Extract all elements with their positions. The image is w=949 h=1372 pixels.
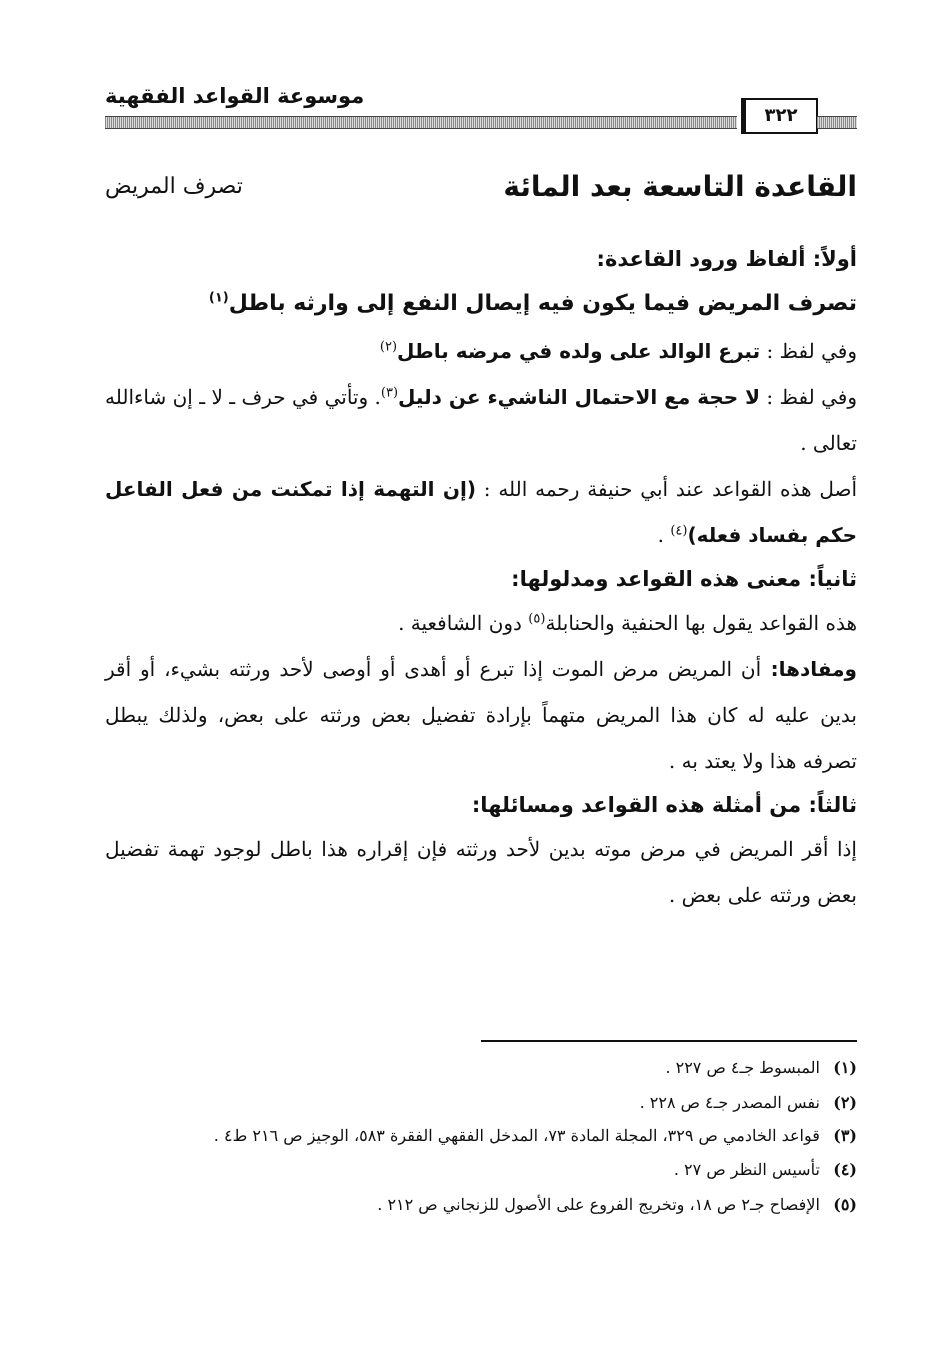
variant-lead: وفي لفظ : <box>760 339 857 363</box>
footnote-number: (٢) <box>833 1093 857 1112</box>
variant-text-2: تبرع الوالد على ولده في مرضه باطل <box>397 339 761 363</box>
footnote-ref-1[interactable]: (١) <box>208 290 229 306</box>
meaning-text: أن المريض مرض الموت إذا تبرع أو أهدى أو أوصى لأحد ورثته بشيء، أو أقر بدين عليه له كان هذا المريض متهماً بإرادة تفضيل بعض ورثته على بعض، ولذلك يبطل تصرفه هذا ولا يعتد به . <box>105 657 857 773</box>
meaning-paragraph-2 <box>105 646 857 784</box>
header-decorative-bar-end <box>817 116 857 129</box>
variant-lead: وفي لفظ : <box>760 385 857 409</box>
footnote-item <box>105 1050 857 1085</box>
origin-quote: (إن التهمة إذا تمكنت من فعل الفاعل حكم بفساد فعله) <box>105 477 857 547</box>
footnote-ref-5[interactable]: (٥) <box>528 611 546 627</box>
footnote-separator <box>481 1040 857 1042</box>
book-title <box>105 84 705 108</box>
footnote-item <box>105 1085 857 1120</box>
footnote-ref-3[interactable]: (٣) <box>380 385 399 401</box>
footnote-text: المبسوط جـ٤ ص ٢٢٧ . <box>665 1058 820 1077</box>
footnote-number: (٥) <box>833 1195 857 1214</box>
footnote-text: تأسيس النظر ص ٢٧ . <box>673 1160 820 1179</box>
footnote-ref-4[interactable]: (٤) <box>670 523 688 539</box>
origin-lead: أصل هذه القواعد عند أبي حنيفة رحمه الله : <box>476 477 858 501</box>
book-title-text: موسوعة القواعد الفقهية <box>105 84 365 108</box>
example-paragraph: إذا أقر المريض في مرض موته بدين لأحد ورثته فإن إقراره هذا باطل لوجود تهمة تفضيل بعض ورثته على بعض . <box>105 837 857 907</box>
footnote-text: الإفصاح جـ٢ ص ١٨، وتخريج الفروع على الأصول للزنجاني ص ٢١٢ . <box>377 1195 820 1214</box>
meaning-text-b: دون الشافعية . <box>398 611 529 635</box>
meaning-text-a: هذه القواعد يقول بها الحنفية والحنابلة <box>545 611 857 635</box>
footnote-text: قواعد الخادمي ص ٣٢٩، المجلة المادة ٧٣، المدخل الفقهي الفقرة ٥٨٣، الوجيز ص ٢١٦ ط٤ . <box>213 1126 820 1145</box>
section-heading-2: ثانياً: معنى هذه القواعد ومدلولها: <box>511 567 857 591</box>
meaning-paragraph-1 <box>105 600 857 646</box>
section-heading-1: أولاً: ألفاظ ورود القاعدة: <box>596 247 857 271</box>
page-header <box>105 84 857 134</box>
footnote-number: (٤) <box>833 1160 857 1179</box>
rule-topic: تصرف المريض <box>105 174 243 199</box>
variant-tail-3: . وتأتي في حرف ـ لا ـ إن شاءالله تعالى . <box>105 385 857 455</box>
meaning-lead: ومفادها: <box>761 657 857 681</box>
rule-variant-3 <box>105 374 857 466</box>
rule-title-row <box>105 170 857 214</box>
footnote-text: نفس المصدر جـ٤ ص ٢٢٨ . <box>639 1093 820 1112</box>
footnote-ref-2[interactable]: (٢) <box>379 339 398 355</box>
variant-text-3: لا حجة مع الاحتمال الناشيء عن دليل <box>398 385 761 409</box>
page-number: ٣٢٢ <box>741 98 818 134</box>
main-content <box>105 238 857 918</box>
header-decorative-bar <box>105 116 737 129</box>
rule-title: القاعدة التاسعة بعد المائة <box>503 170 857 203</box>
footnote-item <box>105 1187 857 1222</box>
footnote-item <box>105 1120 857 1152</box>
rule-variant-2 <box>105 328 857 374</box>
footnote-number: (٣) <box>833 1126 857 1145</box>
footnotes <box>105 1050 857 1222</box>
footnote-number: (١) <box>833 1058 857 1077</box>
origin-tail: . <box>657 523 671 547</box>
rule-origin-paragraph <box>105 466 857 558</box>
footnote-item <box>105 1152 857 1187</box>
section-heading-3: ثالثاً: من أمثلة هذه القواعد ومسائلها: <box>471 793 857 817</box>
main-rule-text: تصرف المريض فيما يكون فيه إيصال النفع إلى وارثه باطل <box>228 291 857 316</box>
main-rule-statement <box>105 280 857 328</box>
